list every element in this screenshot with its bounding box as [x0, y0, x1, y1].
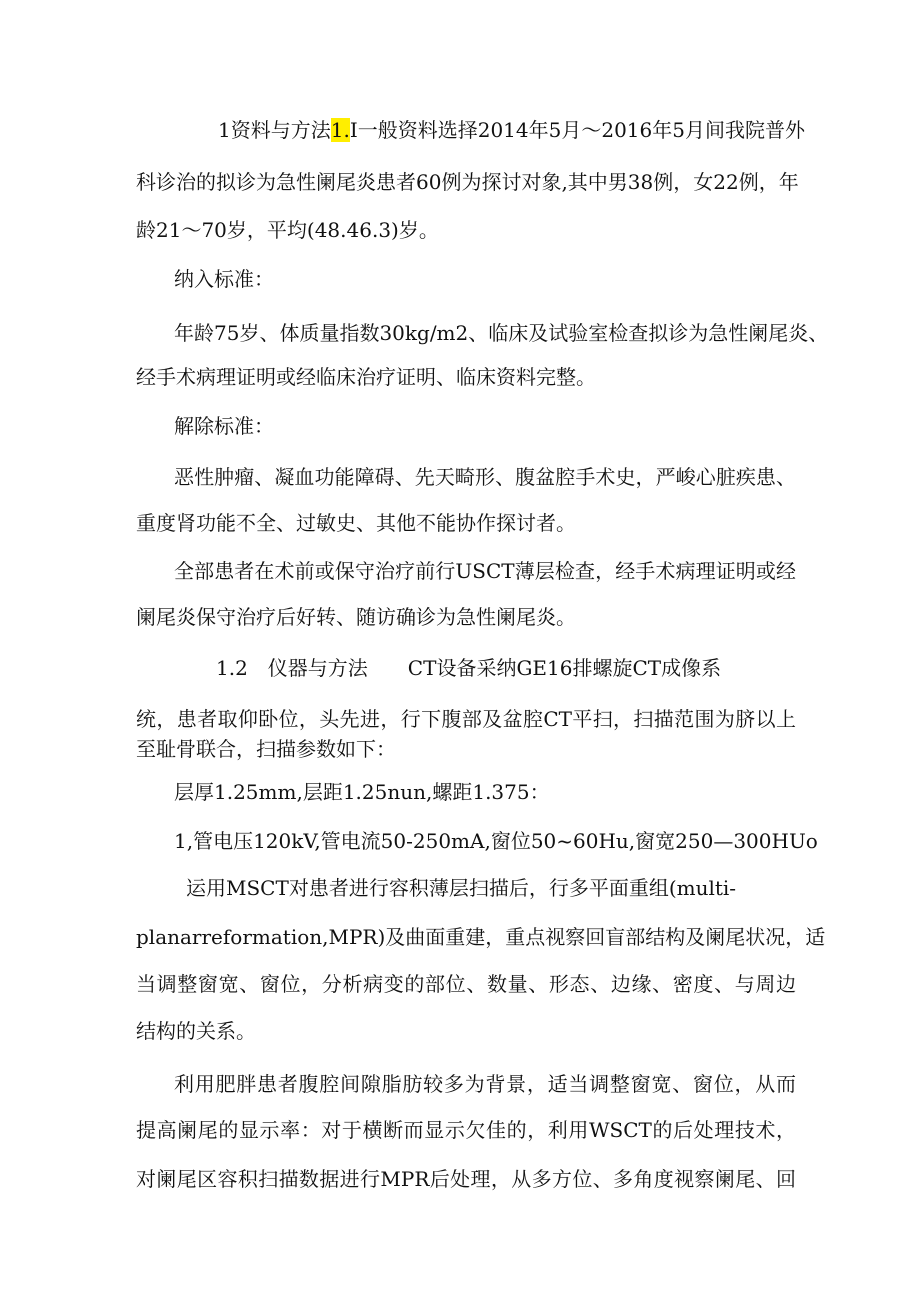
- paragraph-line: 提高阑尾的显示率：对于横断而显示欠佳的，利用WSCT的后处理技术，: [136, 1118, 796, 1142]
- paragraph-line: 全部患者在术前或保守治疗前行USCT薄层检查，经手术病理证明或经: [174, 559, 796, 583]
- paragraph-line: 经手术病理证明或经临床治疗证明、临床资料完整。: [136, 365, 596, 389]
- paragraph-line: 科诊治的拟诊为急性阑尾炎患者60例为探讨对象,其中男38例，女22例，年: [136, 170, 799, 194]
- paragraph-line: 1,管电压120kV,管电流50-250mA,窗位50~60Hu,窗宽250—300HUo: [174, 829, 818, 853]
- paragraph-line: 统，患者取仰卧位，头先进，行下腹部及盆腔CT平扫，扫描范围为脐以上: [136, 707, 796, 731]
- paragraph-line: 利用肥胖患者腹腔间隙脂肪较多为背景，适当调整窗宽、窗位，从而: [174, 1072, 796, 1096]
- paragraph-line: planarreformation,MPR)及曲面重建，重点视察回盲部结构及阑尾状况，适: [136, 925, 826, 949]
- paragraph-line: 阑尾炎保守治疗后好转、随访确诊为急性阑尾炎。: [136, 605, 576, 629]
- paragraph-line: 当调整窗宽、窗位，分析病变的部位、数量、形态、边缘、密度、与周边: [136, 972, 796, 996]
- paragraph-line: 运用MSCT对患者进行容积薄层扫描后，行多平面重组(multi-: [186, 876, 737, 900]
- highlighted-text: 1.: [330, 118, 350, 142]
- paragraph-line: 年龄75岁、体质量指数30kg/m2、临床及试验室检查拟诊为急性阑尾炎、: [174, 321, 829, 345]
- section-label: 纳入标准：: [174, 267, 274, 291]
- section-label: 解除标准：: [174, 414, 274, 438]
- paragraph-line: 1资料与方法1.I一般资料选择2014年5月～2016年5月间我院普外: [218, 118, 805, 142]
- paragraph-line: 恶性肿瘤、凝血功能障碍、先天畸形、腹盆腔手术史，严峻心脏疾患、: [174, 465, 796, 489]
- paragraph-line: 至耻骨联合，扫描参数如下：: [136, 737, 396, 761]
- paragraph-line: 结构的关系。: [136, 1019, 256, 1043]
- paragraph-line: 对阑尾区容积扫描数据进行MPR后处理，从多方位、多角度视察阑尾、回: [136, 1167, 796, 1191]
- paragraph-line: 龄21～70岁，平均(48.46.3)岁。: [136, 218, 439, 242]
- paragraph-line: 层厚1.25mm,层距1.25nun,螺距1.375：: [174, 780, 550, 804]
- paragraph-line: 重度肾功能不全、过敏史、其他不能协作探讨者。: [136, 511, 576, 535]
- section-heading: 1.2 仪器与方法 CT设备采纳GE16排螺旋CT成像系: [216, 656, 722, 680]
